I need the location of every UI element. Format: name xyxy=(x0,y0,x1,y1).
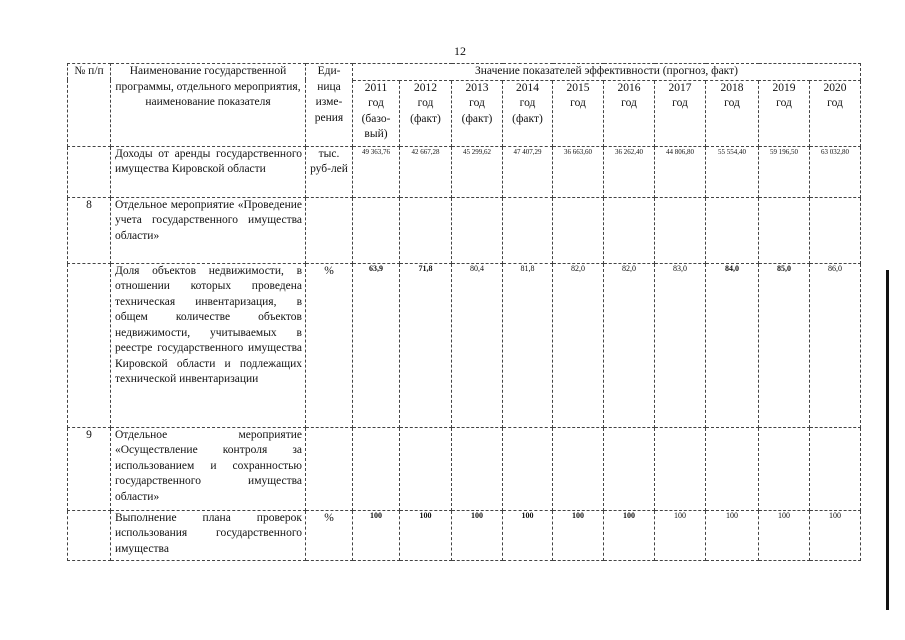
value-cell: 80,4 xyxy=(452,263,503,427)
value-cell: 81,8 xyxy=(503,263,553,427)
value-cell: 100 xyxy=(353,510,400,560)
year-header-cell xyxy=(655,80,706,146)
value-cell: 82,0 xyxy=(604,263,655,427)
value-cell: 71,8 xyxy=(400,263,452,427)
value-cell: 55 554,40 xyxy=(706,146,759,197)
year-label: 2015 xyxy=(566,81,590,94)
row-number-cell xyxy=(68,263,111,427)
value-cell: 45 299,62 xyxy=(452,146,503,197)
row-number-cell xyxy=(68,510,111,560)
year-header-cell xyxy=(400,80,452,146)
value-cell: 36 663,60 xyxy=(553,146,604,197)
unit-cell: тыс. руб-лей xyxy=(306,146,353,197)
value-cell xyxy=(604,427,655,510)
year-label: 2012 xyxy=(414,81,437,94)
value-cell: 44 806,80 xyxy=(655,146,706,197)
table-row xyxy=(68,146,861,197)
value-cell xyxy=(400,197,452,263)
year-label: 2017 xyxy=(668,81,692,94)
indicator-name-cell: Отдельное мероприятие «Проведение учета государственного имущества области» xyxy=(111,197,306,263)
table-row xyxy=(68,427,861,510)
year-label: 2014 xyxy=(516,81,539,94)
year-header-cell xyxy=(452,80,503,146)
year-type: год xyxy=(621,97,637,109)
year-type: год xyxy=(570,97,586,109)
year-label: 2018 xyxy=(720,81,744,94)
year-type: год (факт) xyxy=(461,97,493,125)
value-cell xyxy=(604,197,655,263)
table-row xyxy=(68,197,861,263)
value-cell xyxy=(706,197,759,263)
header-values-cell: Значение показателей эффективности (прогноз, факт) xyxy=(353,64,861,81)
year-label: 2019 xyxy=(772,81,796,94)
year-label: 2016 xyxy=(617,81,641,94)
efficiency-indicators-table xyxy=(67,63,861,561)
value-cell xyxy=(759,197,810,263)
value-cell xyxy=(810,427,861,510)
unit-cell: % xyxy=(306,263,353,427)
year-label: 2011 xyxy=(364,81,388,94)
value-cell xyxy=(553,427,604,510)
value-cell xyxy=(452,197,503,263)
year-type: год xyxy=(827,97,843,109)
row-number-cell xyxy=(68,146,111,197)
indicator-name-cell: Доля объектов недвижимости, в отношении которых проведена техническая инвентаризация, в общем количестве объектов недвижимости, учитываемых в реестре государственного имущества Кировской области и подлежащих технической инвентаризации xyxy=(111,263,306,427)
value-cell: 42 667,28 xyxy=(400,146,452,197)
value-cell: 100 xyxy=(759,510,810,560)
indicator-name-cell: Доходы от аренды государственного имущества Кировской области xyxy=(111,146,306,197)
page-number: 12 xyxy=(454,44,466,58)
value-cell: 59 196,50 xyxy=(759,146,810,197)
table-row xyxy=(68,263,861,427)
year-header-cell xyxy=(706,80,759,146)
unit-cell: % xyxy=(306,510,353,560)
year-label: 2013 xyxy=(465,81,489,94)
scan-edge-mark xyxy=(886,270,889,610)
value-cell xyxy=(759,427,810,510)
value-cell xyxy=(400,427,452,510)
value-cell xyxy=(503,427,553,510)
value-cell xyxy=(706,427,759,510)
year-type: год xyxy=(776,97,792,109)
value-cell xyxy=(452,427,503,510)
value-cell xyxy=(503,197,553,263)
value-cell: 100 xyxy=(810,510,861,560)
row-number-cell: 9 xyxy=(68,427,111,510)
year-header-cell xyxy=(810,80,861,146)
header-number-cell: № п/п xyxy=(68,64,111,147)
value-cell: 100 xyxy=(503,510,553,560)
value-cell xyxy=(655,427,706,510)
value-cell: 47 407,29 xyxy=(503,146,553,197)
year-label: 2020 xyxy=(823,81,847,94)
value-cell: 83,0 xyxy=(655,263,706,427)
year-type: год (факт) xyxy=(410,97,441,125)
value-cell xyxy=(553,197,604,263)
value-cell: 85,0 xyxy=(759,263,810,427)
value-cell xyxy=(655,197,706,263)
year-header-cell xyxy=(553,80,604,146)
value-cell: 100 xyxy=(553,510,604,560)
value-cell: 100 xyxy=(604,510,655,560)
header-unit-cell: Еди-ница изме-рения xyxy=(306,64,353,147)
row-number-cell: 8 xyxy=(68,197,111,263)
value-cell: 100 xyxy=(706,510,759,560)
value-cell: 82,0 xyxy=(553,263,604,427)
value-cell: 100 xyxy=(400,510,452,560)
indicator-name-cell: Выполнение плана проверок использования государственного имущества xyxy=(111,510,306,560)
value-cell: 63 032,80 xyxy=(810,146,861,197)
year-header-cell xyxy=(353,80,400,146)
unit-cell xyxy=(306,197,353,263)
year-header-cell xyxy=(503,80,553,146)
year-header-cell xyxy=(604,80,655,146)
value-cell: 100 xyxy=(655,510,706,560)
value-cell: 49 363,76 xyxy=(353,146,400,197)
year-type: год (факт) xyxy=(512,97,543,125)
value-cell: 36 262,40 xyxy=(604,146,655,197)
year-type: год (базо-вый) xyxy=(361,97,391,140)
value-cell xyxy=(353,427,400,510)
value-cell: 86,0 xyxy=(810,263,861,427)
value-cell xyxy=(810,197,861,263)
value-cell: 100 xyxy=(452,510,503,560)
year-type: год xyxy=(672,97,688,109)
value-cell: 84,0 xyxy=(706,263,759,427)
unit-cell xyxy=(306,427,353,510)
year-type: год xyxy=(724,97,740,109)
indicator-name-cell: Отдельное мероприятие «Осуществление контроля за использованием и сохранностью государственного имущества области» xyxy=(111,427,306,510)
year-header-cell xyxy=(759,80,810,146)
table-row xyxy=(68,510,861,560)
value-cell: 63,9 xyxy=(353,263,400,427)
header-name-cell: Наименование государственной программы, отдельного мероприятия, наименование показателя xyxy=(111,64,306,147)
value-cell xyxy=(353,197,400,263)
